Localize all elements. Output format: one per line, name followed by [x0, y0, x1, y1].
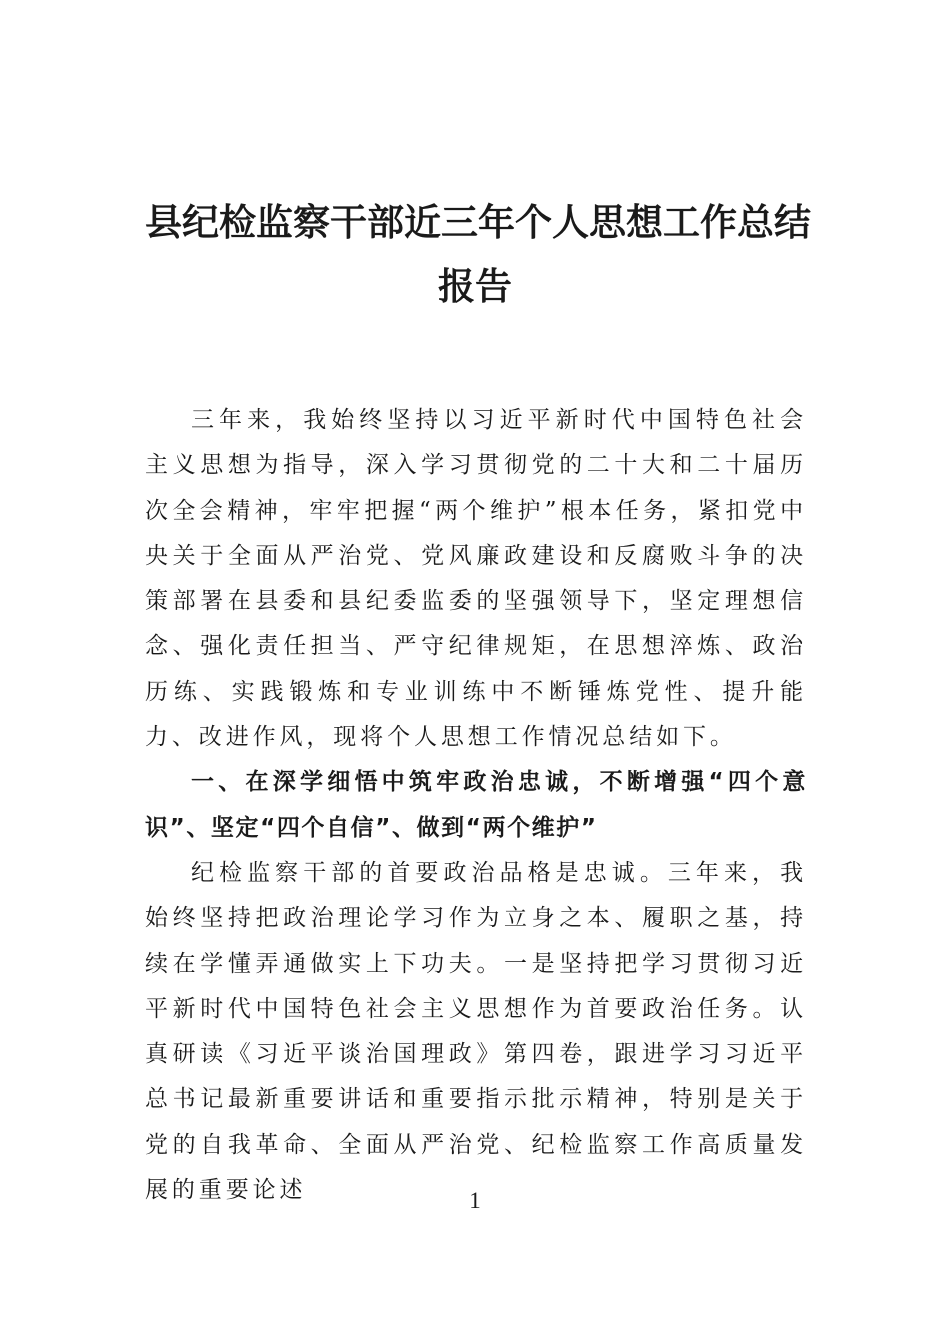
document-title-line-2: 报告 [438, 265, 512, 308]
document-title-line-1: 县纪检监察干部近三年个人思想工作总结 [145, 201, 811, 244]
page-number: 1 [469, 1188, 481, 1213]
section-heading-1: 一、在深学细悟中筑牢政治忠诚，不断增强“四个意识”、坚定“四个自信”、做到“两个维护” [145, 769, 807, 841]
paragraph-intro: 三年来，我始终坚持以习近平新时代中国特色社会主义思想为指导，深入学习贯彻党的二十大和二十届历次全会精神，牢牢把握“两个维护”根本任务，紧扣党中央关于全面从严治党、党风廉政建设和反腐败斗争的决策部署在县委和县纪委监委的坚强领导下，坚定理想信念、强化责任担当、严守纪律规矩，在思想淬炼、政治历练、实践锻炼和专业训练中不断锤炼党性、提升能力、改进作风，现将个人思想工作情况总结如下。 [145, 407, 807, 751]
paragraph-section-1: 纪检监察干部的首要政治品格是忠诚。三年来，我始终坚持把政治理论学习作为立身之本、履职之基，持续在学懂弄通做实上下功夫。一是坚持把学习贯彻习近平新时代中国特色社会主义思想作为首要政治任务。认真研读《习近平谈治国理政》第四卷，跟进学习习近平总书记最新重要讲话和重要指示批示精神，特别是关于党的自我革命、全面从严治党、纪检监察工作高质量发展的重要论述 [145, 859, 807, 1204]
document-body [145, 398, 807, 1213]
